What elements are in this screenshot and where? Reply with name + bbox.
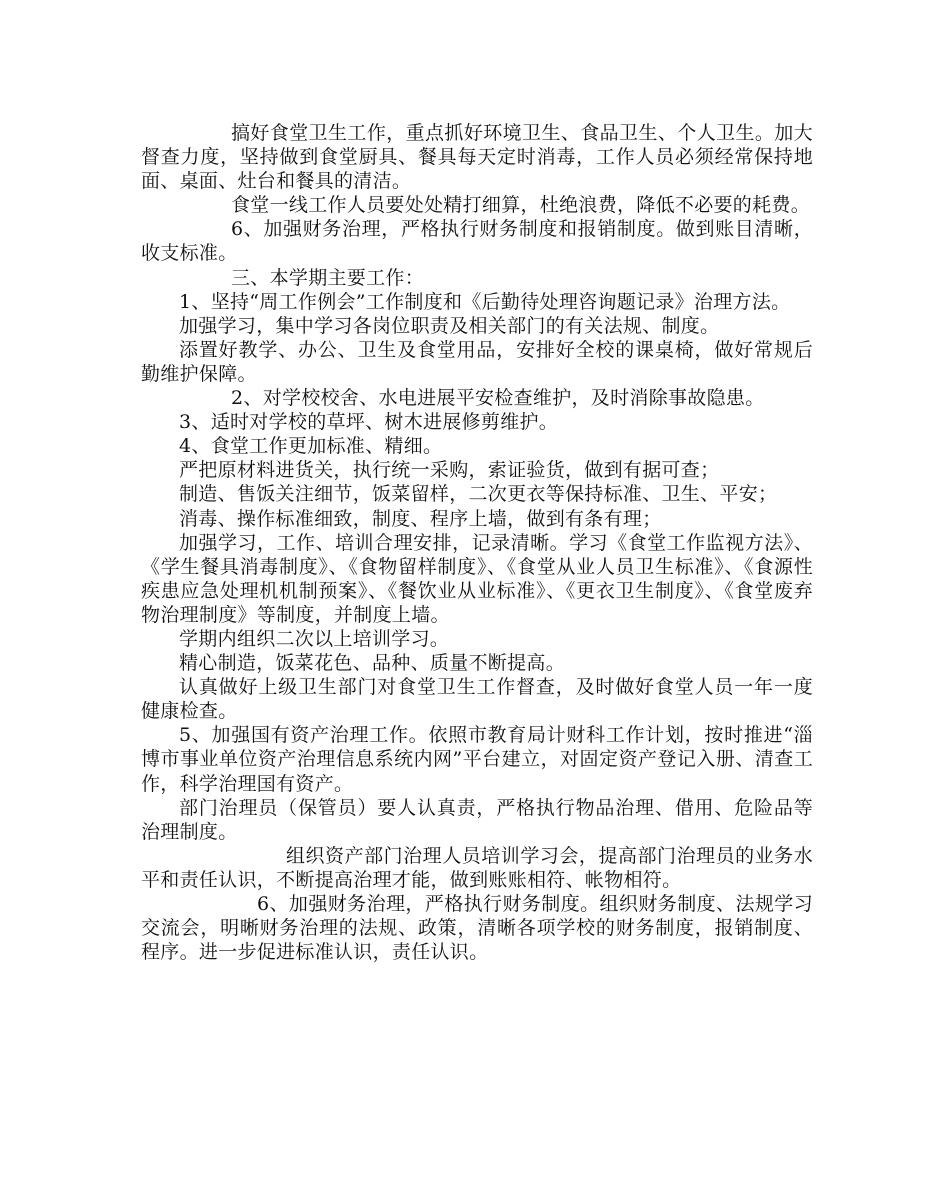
paragraph-lawn-trimming: 3、适时对学校的草坪、树木进展修剪维护。 <box>179 411 559 434</box>
paragraph-training-rules: 加强学习，工作、培训合理安排，记录清晰。学习《食堂工作监视方法》、《学生餐具消毒制度》、《食物留样制度》、《食堂从业人员卫生标准》、《食源性疾患应急处理机机制预案》、《餐饮业从业标准》、《更衣卫生制度》、《食堂废弃物治理制度》等制度，并制度上墙。 <box>141 531 813 626</box>
paragraph-department-keeper: 部门治理员（保管员）要人认真责，严格执行物品治理、借用、危险品等治理制度。 <box>141 796 813 843</box>
paragraph-finance-management-2: 6、加强财务治理，严格执行财务制度。组织财务制度、法规学习交流会，明晰财务治理的法规、政策，清晰各项学校的财务制度，报销制度、程序。进一步促进标准认识，责任认识。 <box>141 893 813 964</box>
paragraph-asset-training: 组织资产部门治理人员培训学习会，提高部门治理员的业务水平和责任认识，不断提高治理才能，做到账账相符、帐物相符。 <box>141 844 813 891</box>
paragraph-health-check: 认真做好上级卫生部门对食堂卫生工作督查，及时做好食堂人员一年一度健康检查。 <box>141 676 813 723</box>
paragraph-training-sessions: 学期内组织二次以上培训学习。 <box>179 627 450 650</box>
paragraph-production-details: 制造、售饭关注细节，饭菜留样，二次更衣等保持标准、卫生、平安； <box>179 483 778 506</box>
paragraph-canteen-hygiene: 搞好食堂卫生工作，重点抓好环境卫生、食品卫生、个人卫生。加大督查力度，坚持做到食堂厨具、餐具每天定时消毒，工作人员必须经常保持地面、桌面、灶台和餐具的清洁。 <box>141 122 813 193</box>
paragraph-food-quality: 精心制造，饭菜花色、品种、质量不断提高。 <box>179 652 566 675</box>
paragraph-canteen-standards: 4、食堂工作更加标准、精细。 <box>179 435 443 458</box>
section-heading-main-work: 三、本学期主要工作： <box>231 266 425 289</box>
paragraph-raw-material: 严把原材料进货关，执行统一采购，索证验货，做到有据可查； <box>179 459 720 482</box>
paragraph-purchase-supplies: 添置好教学、办公、卫生及食堂用品，安排好全校的课桌椅，做好常规后勤维护保障。 <box>141 338 813 385</box>
paragraph-weekly-meeting: 1、坚持“周工作例会”工作制度和《后勤待处理咨询题记录》治理方法。 <box>179 290 791 313</box>
paragraph-study-regulations: 加强学习，集中学习各岗位职责及相关部门的有关法规、制度。 <box>179 314 720 337</box>
document-body <box>141 121 813 964</box>
paragraph-canteen-saving: 食堂一线工作人员要处处精打细算，杜绝浪费，降低不必要的耗费。 <box>231 194 811 217</box>
paragraph-safety-inspection: 2、对学校校舍、水电进展平安检查维护，及时消除事故隐患。 <box>231 387 765 410</box>
paragraph-finance-management-1: 6、加强财务治理，严格执行财务制度和报销制度。做到账目清晰，收支标准。 <box>141 218 813 265</box>
paragraph-disinfection: 消毒、操作标准细致，制度、程序上墙，做到有条有理； <box>179 507 662 530</box>
paragraph-state-assets: 5、加强国有资产治理工作。依照市教育局计财科工作计划，按时推进“淄博市事业单位资产治理信息系统内网”平台建立，对固定资产登记入册、清查工作，科学治理国有资产。 <box>141 724 813 795</box>
